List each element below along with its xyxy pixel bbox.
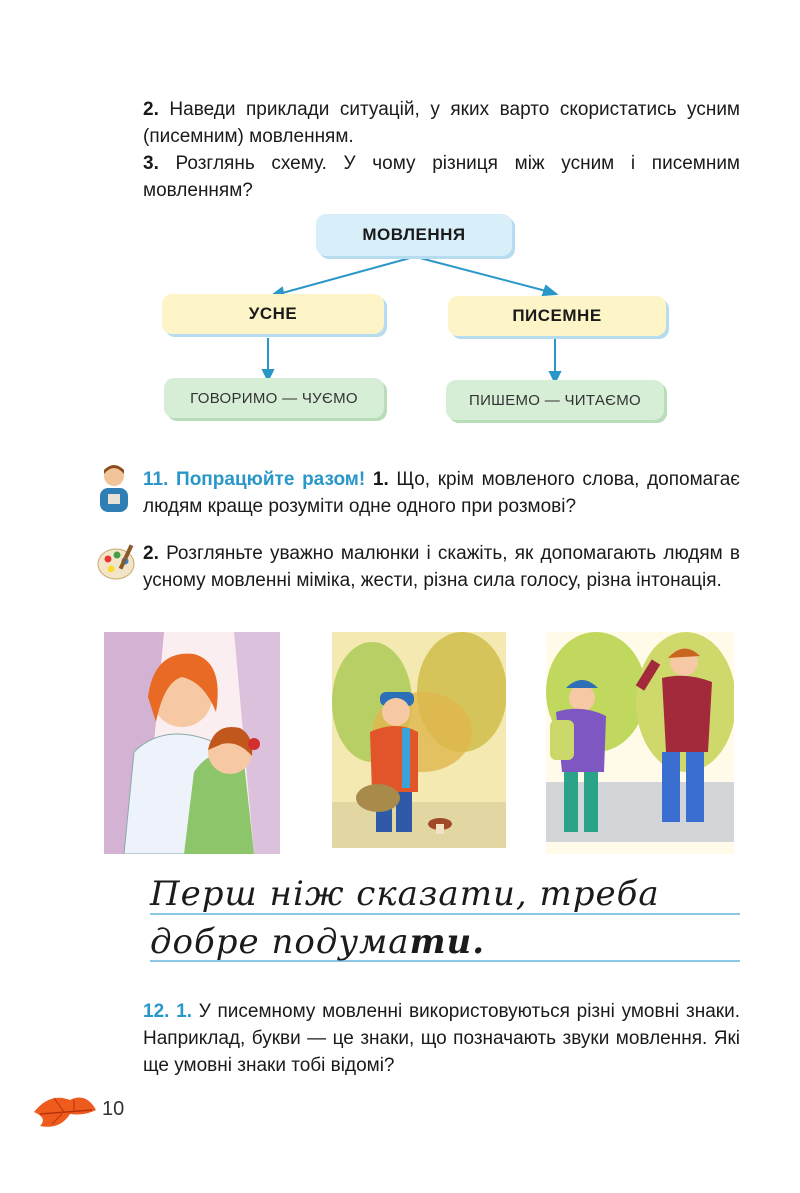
task-2-text: Наведи приклади ситуацій, у яких варто скористатись усним (писемним) мовленням. [143, 99, 740, 147]
scheme-root-box: МОВЛЕННЯ [316, 214, 512, 256]
ex12-number: 12. 1. [143, 1001, 192, 1022]
ex11-title: 11. Попрацюйте разом! [143, 469, 366, 490]
leaf-icon [30, 1090, 98, 1132]
ex11-part1-text: Що, крім мовленого слова, допомагає людям краще розуміти одне одного при розмові? [143, 469, 740, 517]
scheme-speak-hear-box: ГОВОРИМО — ЧУЄМО [164, 378, 384, 418]
ex12 [143, 998, 740, 1079]
ex11-part1-number: 1. [372, 469, 389, 490]
proverb-line-2 [150, 922, 485, 962]
proverb-line-2-bold: ти. [409, 922, 486, 962]
palette-icon [96, 540, 136, 586]
proverb-line-2-text: добре подума [150, 922, 410, 962]
scheme-write-read-box: ПИШЕМО — ЧИТАЄМО [446, 380, 664, 420]
pair-work-icon [94, 462, 134, 514]
task-2-number: 2. [143, 99, 159, 120]
ex11-part2-number: 2. [143, 543, 159, 564]
scheme-oral-box: УСНЕ [162, 294, 384, 334]
illustration-mother-daughter [104, 632, 280, 854]
proverb-line-1: Перш ніж сказати, треба [150, 874, 660, 914]
task-3-number: 3. [143, 153, 159, 174]
ex12-text: У писемному мовленні використовуються різні умовні знаки. Наприклад, букви — це знаки, що позначають звуки мовлення. Які ще умовні знаки тобі відомі? [143, 1001, 740, 1076]
illustration-boy-mushrooms [332, 632, 506, 848]
page-number: 10 [102, 1098, 125, 1120]
illustration-two-boys [546, 632, 734, 854]
ex11-part1 [143, 466, 740, 520]
ex11-part2-text: Розгляньте уважно малюнки і скажіть, як допомагають людям в усному мовленні міміка, жести, різна сила голосу, різна інтонація. [143, 543, 740, 591]
ex11-part2 [143, 540, 740, 594]
task-3-text: Розглянь схему. У чому різниця між усним і писемним мовленням? [143, 153, 740, 201]
scheme-written-box: ПИСЕМНЕ [448, 296, 666, 336]
